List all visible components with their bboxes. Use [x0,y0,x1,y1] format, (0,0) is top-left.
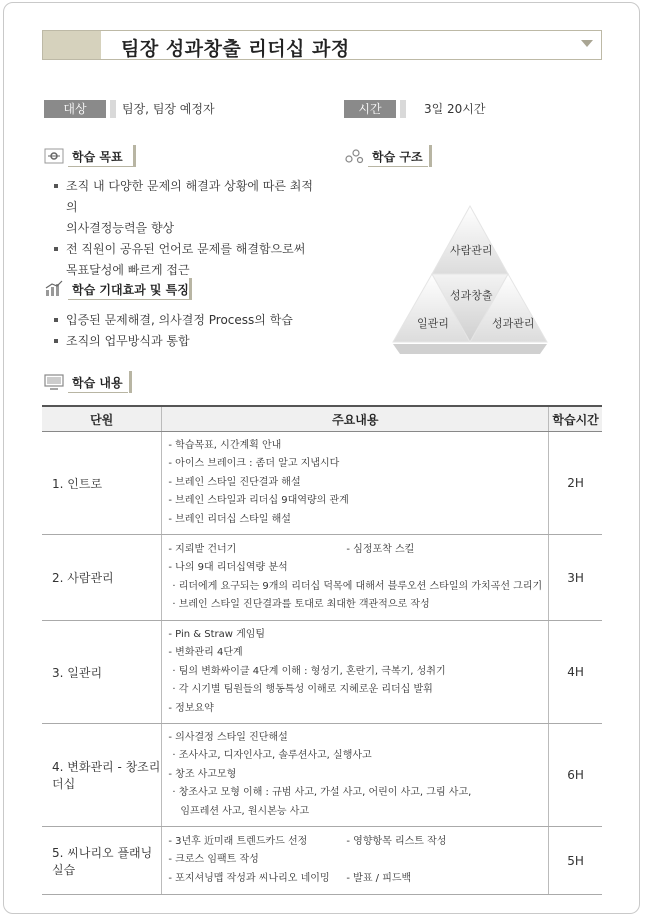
content-cell: - 지뢰밭 건너기 - 심정포착 스킬 - 나의 9대 리더십역량 분석 · 리더에게 요구되는 9개의 리더십 덕목에 대해서 블루오션 스타일의 가치곡선 그리기 · 브레인 스타일 진단결과를 토대로 최대한 객관적으로 작성 [162,535,549,621]
effects-heading: 학습 기대효과 및 특징 [44,278,192,300]
target-value: 팀장, 팀장 예정자 [122,102,215,116]
unit-cell: 1. 인트로 [42,432,162,535]
contents-table [42,405,602,895]
goals-heading: 학습 목표 [44,145,136,167]
table-row [42,535,602,621]
list-item-cont: 목표달성에 빠르게 접근 [66,263,190,277]
header-content: 주요내용 [162,406,549,432]
time-cell: 4H [549,621,602,724]
structure-top-label: 사람관리 [450,244,493,257]
table-row [42,621,602,724]
effects-list [52,310,322,352]
list-item: 조직의 업무방식과 통합 [52,331,322,352]
structure-left-label: 일관리 [417,317,449,330]
target-tag: 대상 [44,100,106,118]
time-cell: 6H [549,724,602,827]
triangle-top [432,206,508,274]
goals-list [52,176,322,281]
page-title: 팀장 성과창출 리더십 과정 [121,38,350,60]
time-value: 3일 20시간 [424,102,486,116]
table-row [42,432,602,535]
structure-center-label: 성과창출 [450,289,493,302]
time-tag: 시간 [344,100,396,118]
time-cell: 2H [549,432,602,535]
list-item: 입증된 문제해결, 의사결정 Process의 학습 [52,310,322,331]
table-row [42,827,602,895]
table-row [42,724,602,827]
list-item: 조직 내 다양한 문제의 해결과 상황에 따른 최적의 [52,176,322,218]
structure-heading: 학습 구조 [344,145,432,167]
title-bar [42,30,602,60]
header-time: 학습시간 [549,406,602,432]
monitor-icon [44,373,64,391]
content-cell: - Pin & Straw 게임팀 - 변화관리 4단계 · 팀의 변화싸이클 4단계 이해 : 형성기, 혼란기, 극복기, 성취기 · 각 시기별 팀원들의 행동특성 이해로 지혜로운 리더십 발휘 - 정보요약 [162,621,549,724]
structure-diagram [390,202,550,358]
unit-cell: 2. 사람관리 [42,535,162,621]
list-item: 전 직원이 공유된 언어로 문제를 해결함으로써 [52,239,322,260]
list-item-cont: 의사결정능력을 향상 [66,221,175,235]
target-icon [44,147,64,165]
content-cell: - 의사결정 스타일 진단해설 · 조사사고, 디자인사고, 솔루션사고, 실행사고 - 창조 사고모형 · 창조사고 모형 이해 : 규범 사고, 가설 사고, 어린이 사고, 그림 사고, 임프레션 사고, 원시본능 사고 [162,724,549,827]
structure-right-label: 성과관리 [492,317,535,330]
unit-cell: 5. 씨나리오 플래닝 실습 [42,827,162,895]
contents-heading: 학습 내용 [44,371,132,393]
time-cell: 3H [549,535,602,621]
time-cell: 5H [549,827,602,895]
structure-icon [344,147,364,165]
table-header-row [42,406,602,432]
dropdown-arrow-icon[interactable] [581,40,593,47]
chart-icon [44,280,64,298]
title-accent [43,31,101,59]
pyramid-base [393,344,547,354]
unit-cell: 3. 일관리 [42,621,162,724]
content-cell: - 3년후 近미래 트렌드카드 선정 - 영향항목 리스트 작성 - 크로스 임팩트 작성 - 포지셔닝맵 작성과 씨나리오 네이밍 - 발표 / 피드백 [162,827,549,895]
unit-cell: 4. 변화관리 - 창조리더십 [42,724,162,827]
header-unit: 단원 [42,406,162,432]
content-cell: - 학습목표, 시간계획 안내 - 아이스 브레이크 : 좀더 알고 지냅시다 - 브레인 스타일 진단결과 해설 - 브레인 스타일과 리더십 9대역량의 관계 - 브레인 리더십 스타일 해설 [162,432,549,535]
